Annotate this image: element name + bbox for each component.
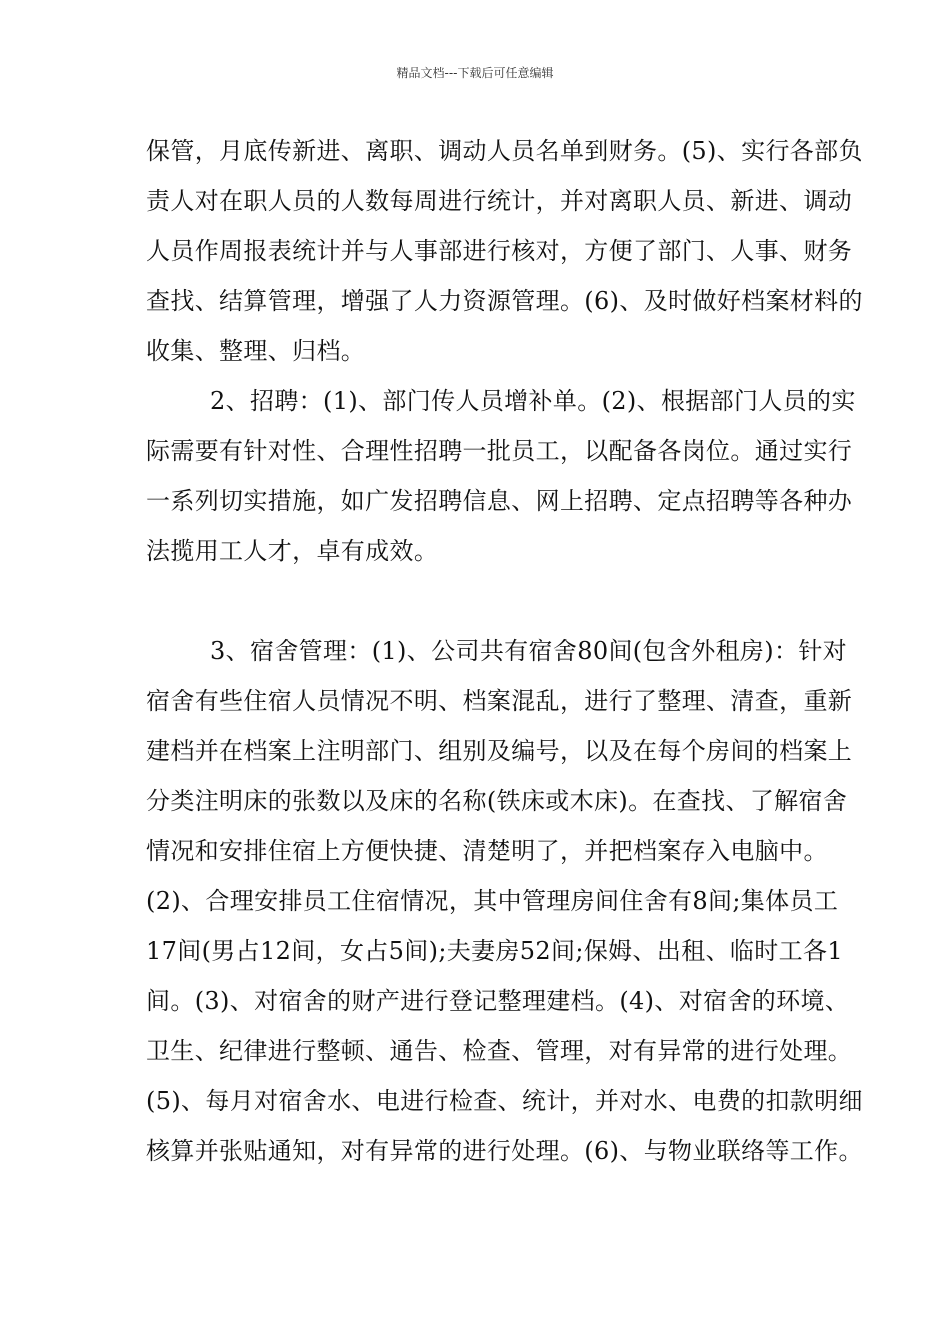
text-line: 间。(3)、对宿舍的财产进行登记整理建档。(4)、对宿舍的环境、: [146, 987, 850, 1015]
text-line: (2)、合理安排员工住宿情况，其中管理房间住舍有8间;集体员工: [146, 887, 839, 915]
document-body: [146, 126, 863, 1176]
text-line: 17间(男占12间，女占5间);夫妻房52间;保姆、出租、临时工各1: [146, 937, 843, 965]
text-line: 卫生、纪律进行整顿、通告、检查、管理，对有异常的进行处理。: [146, 1037, 853, 1065]
text-line: 3、宿舍管理：(1)、公司共有宿舍80间(包含外租房)：针对: [210, 637, 848, 665]
text-line: 宿舍有些住宿人员情况不明、档案混乱，进行了整理、清查，重新: [146, 687, 853, 715]
text-line: 核算并张贴通知，对有异常的进行处理。(6)、与物业联络等工作。: [146, 1137, 863, 1165]
text-line: 情况和安排住宿上方便快捷、清楚明了，并把档案存入电脑中。: [146, 837, 828, 865]
paragraph-records: [146, 126, 863, 376]
text-line: 2、招聘：(1)、部门传人员增补单。(2)、根据部门人员的实: [210, 387, 856, 415]
text-line: 责人对在职人员的人数每周进行统计，并对离职人员、新进、调动: [146, 187, 853, 215]
paragraph-recruitment: [146, 376, 856, 576]
text-line: 一系列切实措施，如广发招聘信息、网上招聘、定点招聘等各种办: [146, 487, 853, 515]
text-line: 收集、整理、归档。: [146, 337, 366, 365]
text-line: (5)、每月对宿舍水、电进行检查、统计，并对水、电费的扣款明细: [146, 1087, 863, 1115]
text-line: 法揽用工人才，卓有成效。: [146, 537, 439, 565]
paragraph-gap: [146, 576, 806, 626]
page-header: 精品文档---下载后可任意编辑: [396, 66, 554, 80]
text-line: 建档并在档案上注明部门、组别及编号，以及在每个房间的档案上: [146, 737, 853, 765]
text-line: 人员作周报表统计并与人事部进行核对，方便了部门、人事、财务: [146, 237, 853, 265]
text-line: 查找、结算管理，增强了人力资源管理。(6)、及时做好档案材料的: [146, 287, 863, 315]
text-line: 际需要有针对性、合理性招聘一批员工，以配备各岗位。通过实行: [146, 437, 853, 465]
text-line: 分类注明床的张数以及床的名称(铁床或木床)。在查找、了解宿舍: [146, 787, 848, 815]
paragraph-dormitory: [146, 626, 863, 1176]
text-line: 保管，月底传新进、离职、调动人员名单到财务。(5)、实行各部负: [146, 137, 863, 165]
